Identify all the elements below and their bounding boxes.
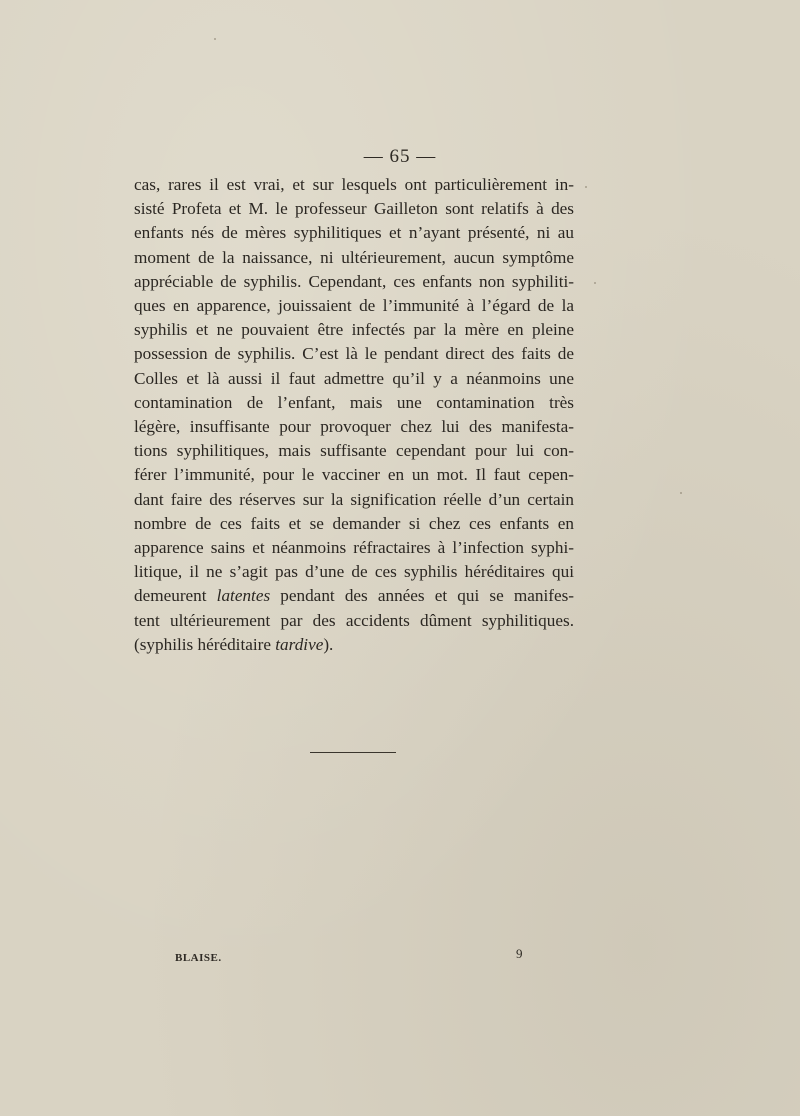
text-run: ques en apparence, jouissaient de l’immunité à l’égard de la (134, 296, 574, 316)
text-run: nombre de ces faits et se demander si chez ces enfants en (134, 513, 574, 533)
text-run: possession de syphilis. C’est là le pendant direct des faits de (134, 344, 574, 364)
text-run: syphilis et ne pouvaient être infectés par la mère en pleine (134, 320, 574, 340)
text-run: Colles et là aussi il faut admettre qu’il y a néanmoins une (134, 368, 574, 388)
text-line (134, 270, 574, 294)
text-run: cas, rares il est vrai, et sur lesquels ont particulièrement in- (134, 175, 574, 194)
text-line (134, 391, 574, 415)
text-line (134, 584, 574, 608)
text-run: légère, insuffisante pour provoquer chez lui des manifesta- (134, 417, 574, 437)
section-divider (310, 752, 396, 753)
text-line (134, 173, 574, 197)
body-text (134, 173, 574, 657)
text-run: appréciable de syphilis. Cependant, ces enfants non syphiliti- (134, 271, 574, 291)
paper-speck (594, 282, 596, 284)
text-run: férer l’immunité, pour le vacciner en un mot. Il faut cepen- (134, 465, 574, 485)
italic-term: latentes (216, 586, 271, 606)
text-run: dant faire des réserves sur la signification réelle d’un certain (134, 489, 574, 509)
italic-term: tardive (275, 634, 324, 654)
text-line (134, 609, 574, 633)
footer-sheet-number: 9 (516, 946, 523, 961)
text-line (134, 415, 574, 439)
text-run: contamination de l’enfant, mais une contamination très (134, 392, 574, 412)
text-run: demeurent (134, 586, 217, 606)
text-line (134, 221, 574, 245)
text-run: sisté Profeta et M. le professeur Gailleton sont relatifs à des (134, 199, 574, 219)
text-line (134, 560, 574, 584)
paper-speck (585, 186, 587, 188)
text-line (134, 246, 574, 270)
text-run: litique, il ne s’agit pas d’une de ces syphilis héréditaires qui (134, 562, 574, 582)
text-line (134, 536, 574, 560)
text-line (134, 367, 574, 391)
text-run: ). (323, 634, 334, 654)
text-line (134, 318, 574, 342)
text-run: tent ultérieurement par des accidents dûment syphilitiques. (134, 610, 574, 630)
text-line (134, 294, 574, 318)
text-run: apparence sains et néanmoins réfractaires à l’infection syphi- (134, 538, 574, 558)
text-run: (syphilis héréditaire (134, 634, 276, 654)
paper-speck (680, 492, 682, 494)
footer-signature: BLAISE. (175, 952, 222, 964)
text-run: tions syphilitiques, mais suffisante cependant pour lui con- (134, 441, 574, 461)
text-line (134, 197, 574, 221)
text-run: moment de la naissance, ni ultérieurement, aucun symptôme (134, 247, 574, 267)
text-line (134, 439, 574, 463)
text-run: pendant des années et qui se manifes- (270, 586, 574, 606)
text-line (134, 342, 574, 366)
text-line (134, 512, 574, 536)
text-line (134, 488, 574, 512)
text-line (134, 633, 574, 657)
text-run: enfants nés de mères syphilitiques et n’ayant présenté, ni au (134, 223, 574, 243)
paper-speck (214, 38, 216, 40)
page-number: — 65 — (363, 146, 437, 167)
text-line (134, 463, 574, 487)
